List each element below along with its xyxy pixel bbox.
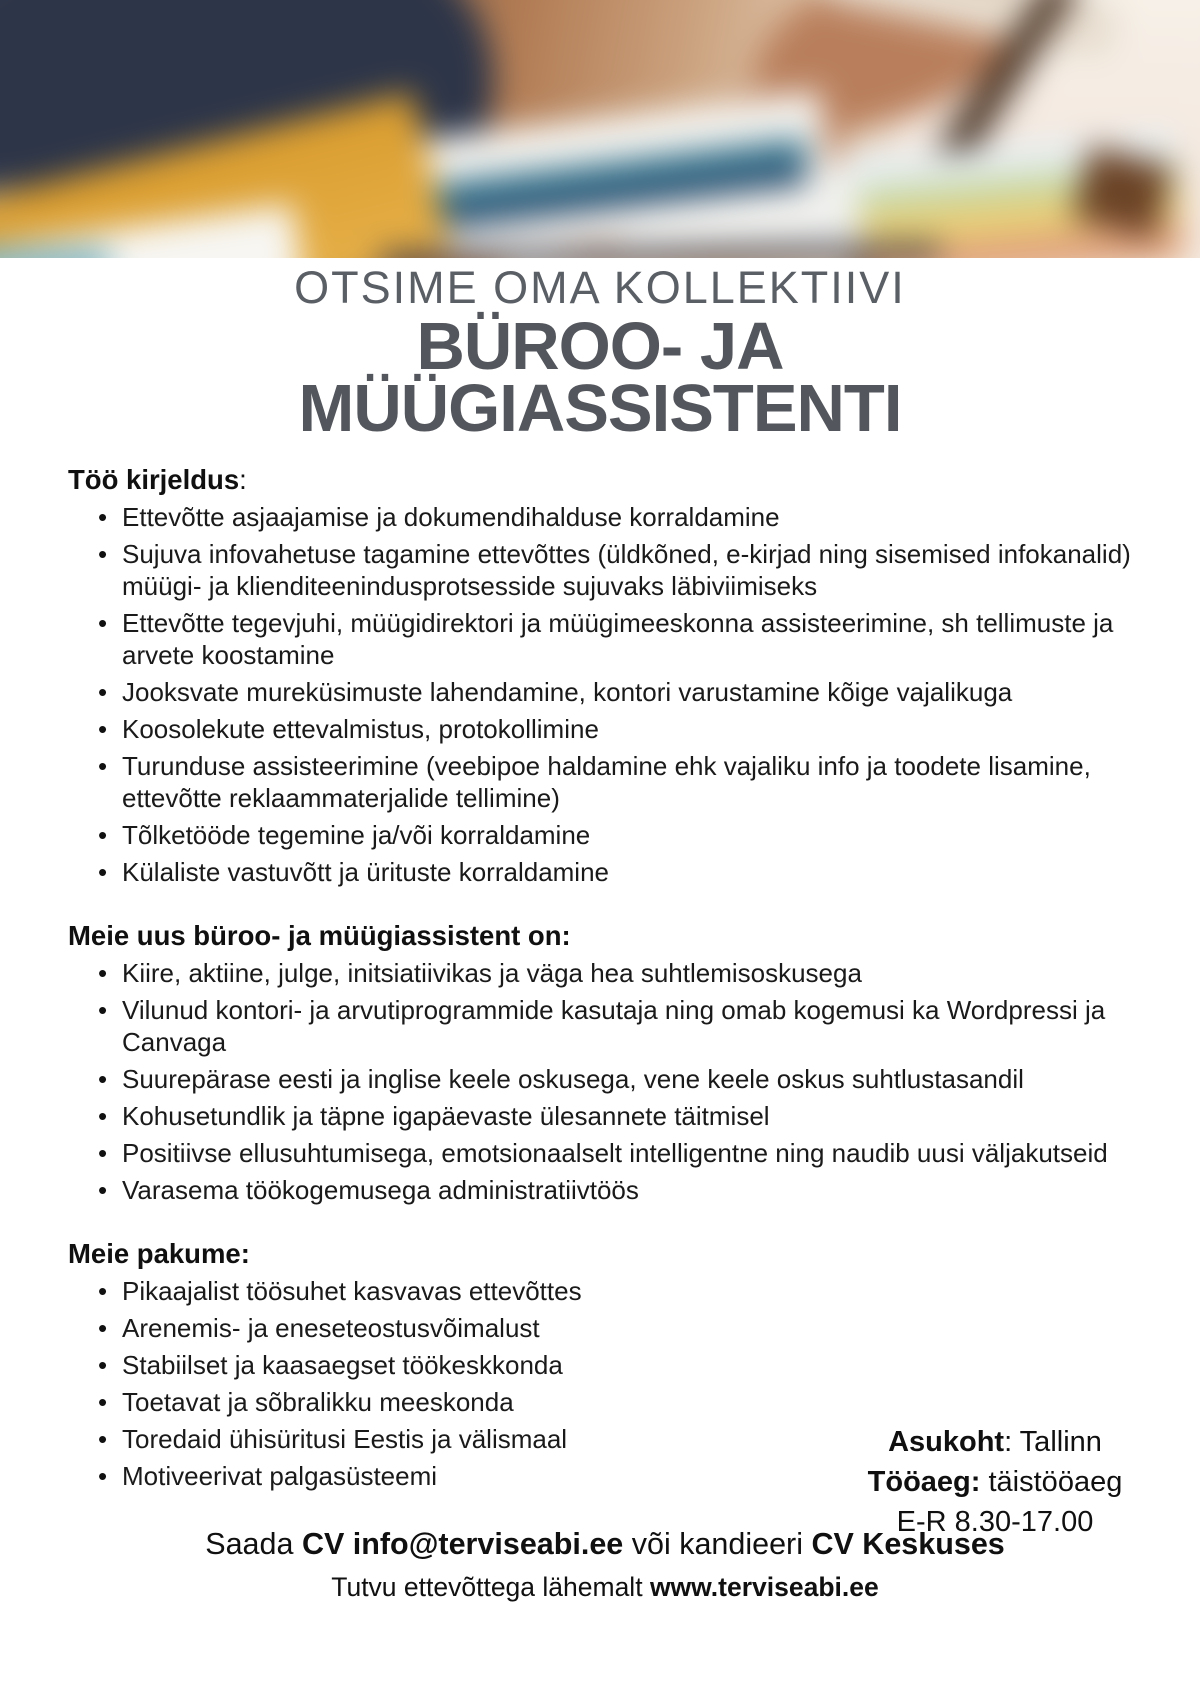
visit-line-text: Tutvu ettevõttega lähemalt (331, 1572, 643, 1602)
section-heading-we-offer: Meie pakume: (68, 1238, 250, 1269)
list-item: • Stabiilset ja kaasaegset töökeskkonda (98, 1349, 1142, 1381)
apply-line-middle: või kandieeri (631, 1527, 803, 1561)
list-item: • Motiveerivat palgasüsteemi (98, 1460, 1142, 1492)
info-location-label: Asukoht (888, 1426, 1005, 1458)
visit-line (68, 1571, 1142, 1603)
list-item: • Vilunud kontori- ja arvutiprogrammide kasutaja ning omab kogemusi ka Wordpressi ja Canvaga (98, 994, 1142, 1058)
section-heading-colon: : (239, 464, 247, 495)
info-hours (840, 1462, 1150, 1502)
list-item: • Sujuva infovahetuse tagamine ettevõttes (üldkõned, e-kirjad ning sisemised infokanalid) müügi- ja klienditeenindusprotsesside sujuvaks läbiviimiseks (98, 538, 1142, 602)
header-photo (0, 0, 1200, 258)
section-heading-candidate-profile: Meie uus büroo- ja müügiassistent on: (68, 920, 571, 951)
list-item: • Arenemis- ja eneseteostusvõimalust (98, 1312, 1142, 1344)
eyebrow-title: OTSIME OMA KOLLEKTIIVI (294, 262, 906, 313)
page-title-line-1: BÜROO- JA (416, 309, 784, 384)
title-block (0, 262, 1200, 446)
list-item: • Kohusetundlik ja täpne igapäevaste ülesannete täitmisel (98, 1100, 1142, 1132)
page-title (0, 309, 1200, 446)
website-url: www.terviseabi.ee (649, 1572, 879, 1602)
list-item: • Toetavat ja sõbralikku meeskonda (98, 1386, 1142, 1418)
apply-line-cv: CV (301, 1527, 345, 1561)
info-hours-value: täistööaeg (988, 1466, 1123, 1498)
section-heading-text: Töö kirjeldus (68, 464, 240, 495)
header-photo-blur-layer (0, 0, 1200, 258)
photo-teal-sliver-shape (0, 248, 110, 258)
list-item: • Koosolekute ettevalmistus, protokollimine (98, 713, 1142, 745)
list-item: • Toredaid ühisüritusi Eestis ja välismaal (98, 1423, 1142, 1455)
list-item: • Turunduse assisteerimine (veebipoe haldamine ehk vajaliku info ja toodete lisamine, ettevõtte reklaammaterjalide tellimine) (98, 750, 1142, 814)
list-item: • Ettevõtte tegevjuhi, müügidirektori ja müügimeeskonna assisteerimine, sh tellimuste ja arvete koostamine (98, 607, 1142, 671)
list-item: • Jooksvate mureküsimuste lahendamine, kontori varustamine kõige vajalikuga (98, 676, 1142, 708)
candidate-profile-list (68, 957, 1142, 1206)
job-description-list (68, 501, 1142, 888)
section-heading-job-description (68, 464, 1142, 496)
apply-line-text: Saada (205, 1527, 294, 1561)
list-item: • Kiire, aktiine, julge, initsiatiivikas ja väga hea suhtlemisoskusega (98, 957, 1142, 989)
list-item: • Külaliste vastuvõtt ja ürituste korraldamine (98, 856, 1142, 888)
info-location (840, 1422, 1150, 1462)
page-title-line-2: MÜÜGIASSISTENTI (298, 371, 902, 446)
list-item: • Ettevõtte asjaajamise ja dokumendihalduse korraldamine (98, 501, 1142, 533)
info-block (840, 1422, 1150, 1542)
list-item: • Suurepärase eesti ja inglise keele oskusega, vene keele oskus suhtlustasandil (98, 1063, 1142, 1095)
info-schedule: E-R 8.30-17.00 (896, 1506, 1094, 1538)
list-item: • Pikaajalist töösuhet kasvavas ettevõttes (98, 1275, 1142, 1307)
info-location-value: : Tallinn (1004, 1426, 1102, 1458)
list-item: • Positiivse ellusuhtumisega, emotsionaalselt intelligentne ning naudib uusi väljakutseid (98, 1137, 1142, 1169)
list-item: • Tõlketööde tegemine ja/või korraldamine (98, 819, 1142, 851)
email-address: info@terviseabi.ee (352, 1527, 624, 1561)
info-hours-label: Tööaeg: (867, 1466, 981, 1498)
cv-portal-name: CV Keskuses (811, 1527, 1005, 1561)
list-item: • Varasema töökogemusega administratiivtöös (98, 1174, 1142, 1206)
